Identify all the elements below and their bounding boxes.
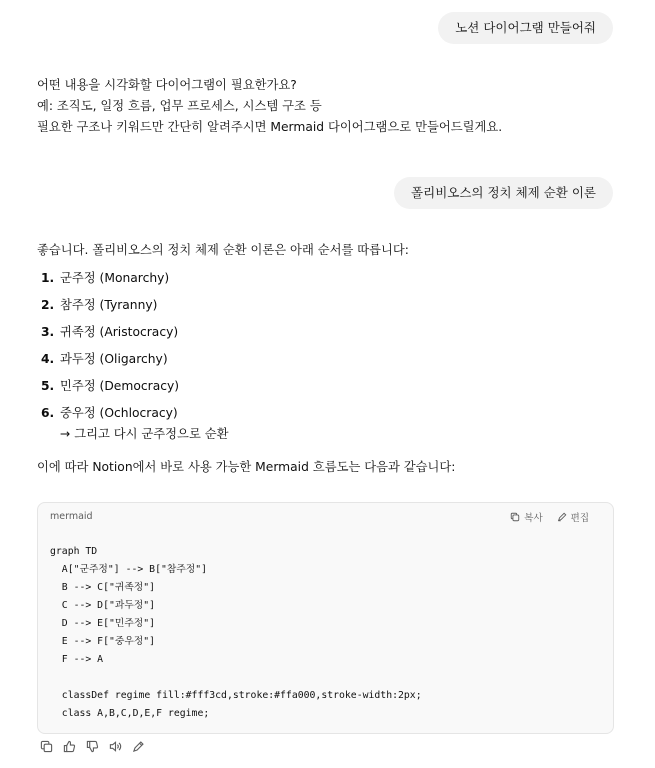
code-actions — [510, 510, 589, 524]
code-line: F --> A — [50, 654, 104, 665]
user-message-text: 노션 다이어그램 만들어줘 — [455, 20, 596, 35]
good-response-button[interactable] — [60, 737, 78, 755]
code-line: D --> E["민주정"] — [50, 618, 156, 629]
list-item — [41, 348, 179, 375]
reply-line: 어떤 내용을 시각화할 다이어그램이 필요한가요? — [37, 78, 297, 92]
assistant-reply-intro: 좋습니다. 폴리비오스의 정치 체제 순환 이론은 아래 순서를 따릅니다: — [37, 243, 409, 257]
code-line: A["군주정"] --> B["참주정"] — [50, 564, 208, 575]
copy-code-button[interactable] — [510, 510, 542, 524]
code-line: classDef regime fill:#fff3cd,stroke:#ffa000,stroke-width:2px; — [50, 690, 422, 701]
list-item — [41, 321, 179, 348]
edit-icon — [557, 512, 567, 522]
code-block — [37, 502, 614, 734]
reply-line: 필요한 구조나 키워드만 간단히 알려주시면 Mermaid 다이어그램으로 만들어드릴게요. — [37, 120, 503, 134]
read-aloud-button[interactable] — [106, 737, 124, 755]
list-item — [41, 294, 179, 321]
thumbs-down-icon — [86, 740, 99, 753]
code-content — [50, 543, 422, 723]
list-text: 귀족정 (Aristocracy) — [60, 325, 179, 339]
copy-icon — [510, 512, 520, 522]
code-language-label: mermaid — [50, 511, 93, 522]
edit-label: 편집 — [570, 513, 589, 524]
thumbs-up-icon — [63, 740, 76, 753]
cycle-return-note: → 그리고 다시 군주정으로 순환 — [60, 427, 229, 441]
copy-icon — [40, 740, 53, 753]
list-item — [41, 375, 179, 402]
user-message-text: 폴리비오스의 정치 체제 순환 이론 — [411, 185, 596, 200]
code-line: B --> C["귀족정"] — [50, 582, 156, 593]
code-line: class A,B,C,D,E,F regime; — [50, 708, 210, 719]
list-number: 5. — [41, 379, 55, 393]
bad-response-button[interactable] — [83, 737, 101, 755]
list-item — [41, 267, 179, 294]
message-actions-toolbar — [37, 737, 147, 755]
read-aloud-icon — [109, 740, 122, 753]
list-text: 중우정 (Ochlocracy) — [60, 406, 178, 420]
user-message-bubble — [438, 12, 613, 44]
list-text: 민주정 (Democracy) — [60, 379, 180, 393]
regime-cycle-list — [41, 267, 179, 429]
assistant-reply-1 — [37, 75, 502, 138]
list-number: 2. — [41, 298, 55, 312]
assistant-reply-outro: 이에 따라 Notion에서 바로 사용 가능한 Mermaid 흐름도는 다음과 같습니다: — [37, 460, 456, 474]
user-message-bubble — [394, 177, 613, 209]
list-number: 4. — [41, 352, 55, 366]
list-text: 군주정 (Monarchy) — [60, 271, 170, 285]
list-text: 참주정 (Tyranny) — [60, 298, 158, 312]
list-number: 1. — [41, 271, 55, 285]
list-text: 과두정 (Oligarchy) — [60, 352, 168, 366]
code-line: C --> D["과두정"] — [50, 600, 156, 611]
list-number: 3. — [41, 325, 55, 339]
edit-icon — [132, 740, 145, 753]
code-line: graph TD — [50, 546, 98, 557]
edit-message-button[interactable] — [129, 737, 147, 755]
code-line: E --> F["중우정"] — [50, 636, 156, 647]
copy-label: 복사 — [524, 513, 543, 524]
edit-code-button[interactable] — [557, 510, 589, 524]
reply-line: 예: 조직도, 일정 흐름, 업무 프로세스, 시스템 구조 등 — [37, 99, 322, 113]
list-number: 6. — [41, 406, 55, 420]
copy-message-button[interactable] — [37, 737, 55, 755]
